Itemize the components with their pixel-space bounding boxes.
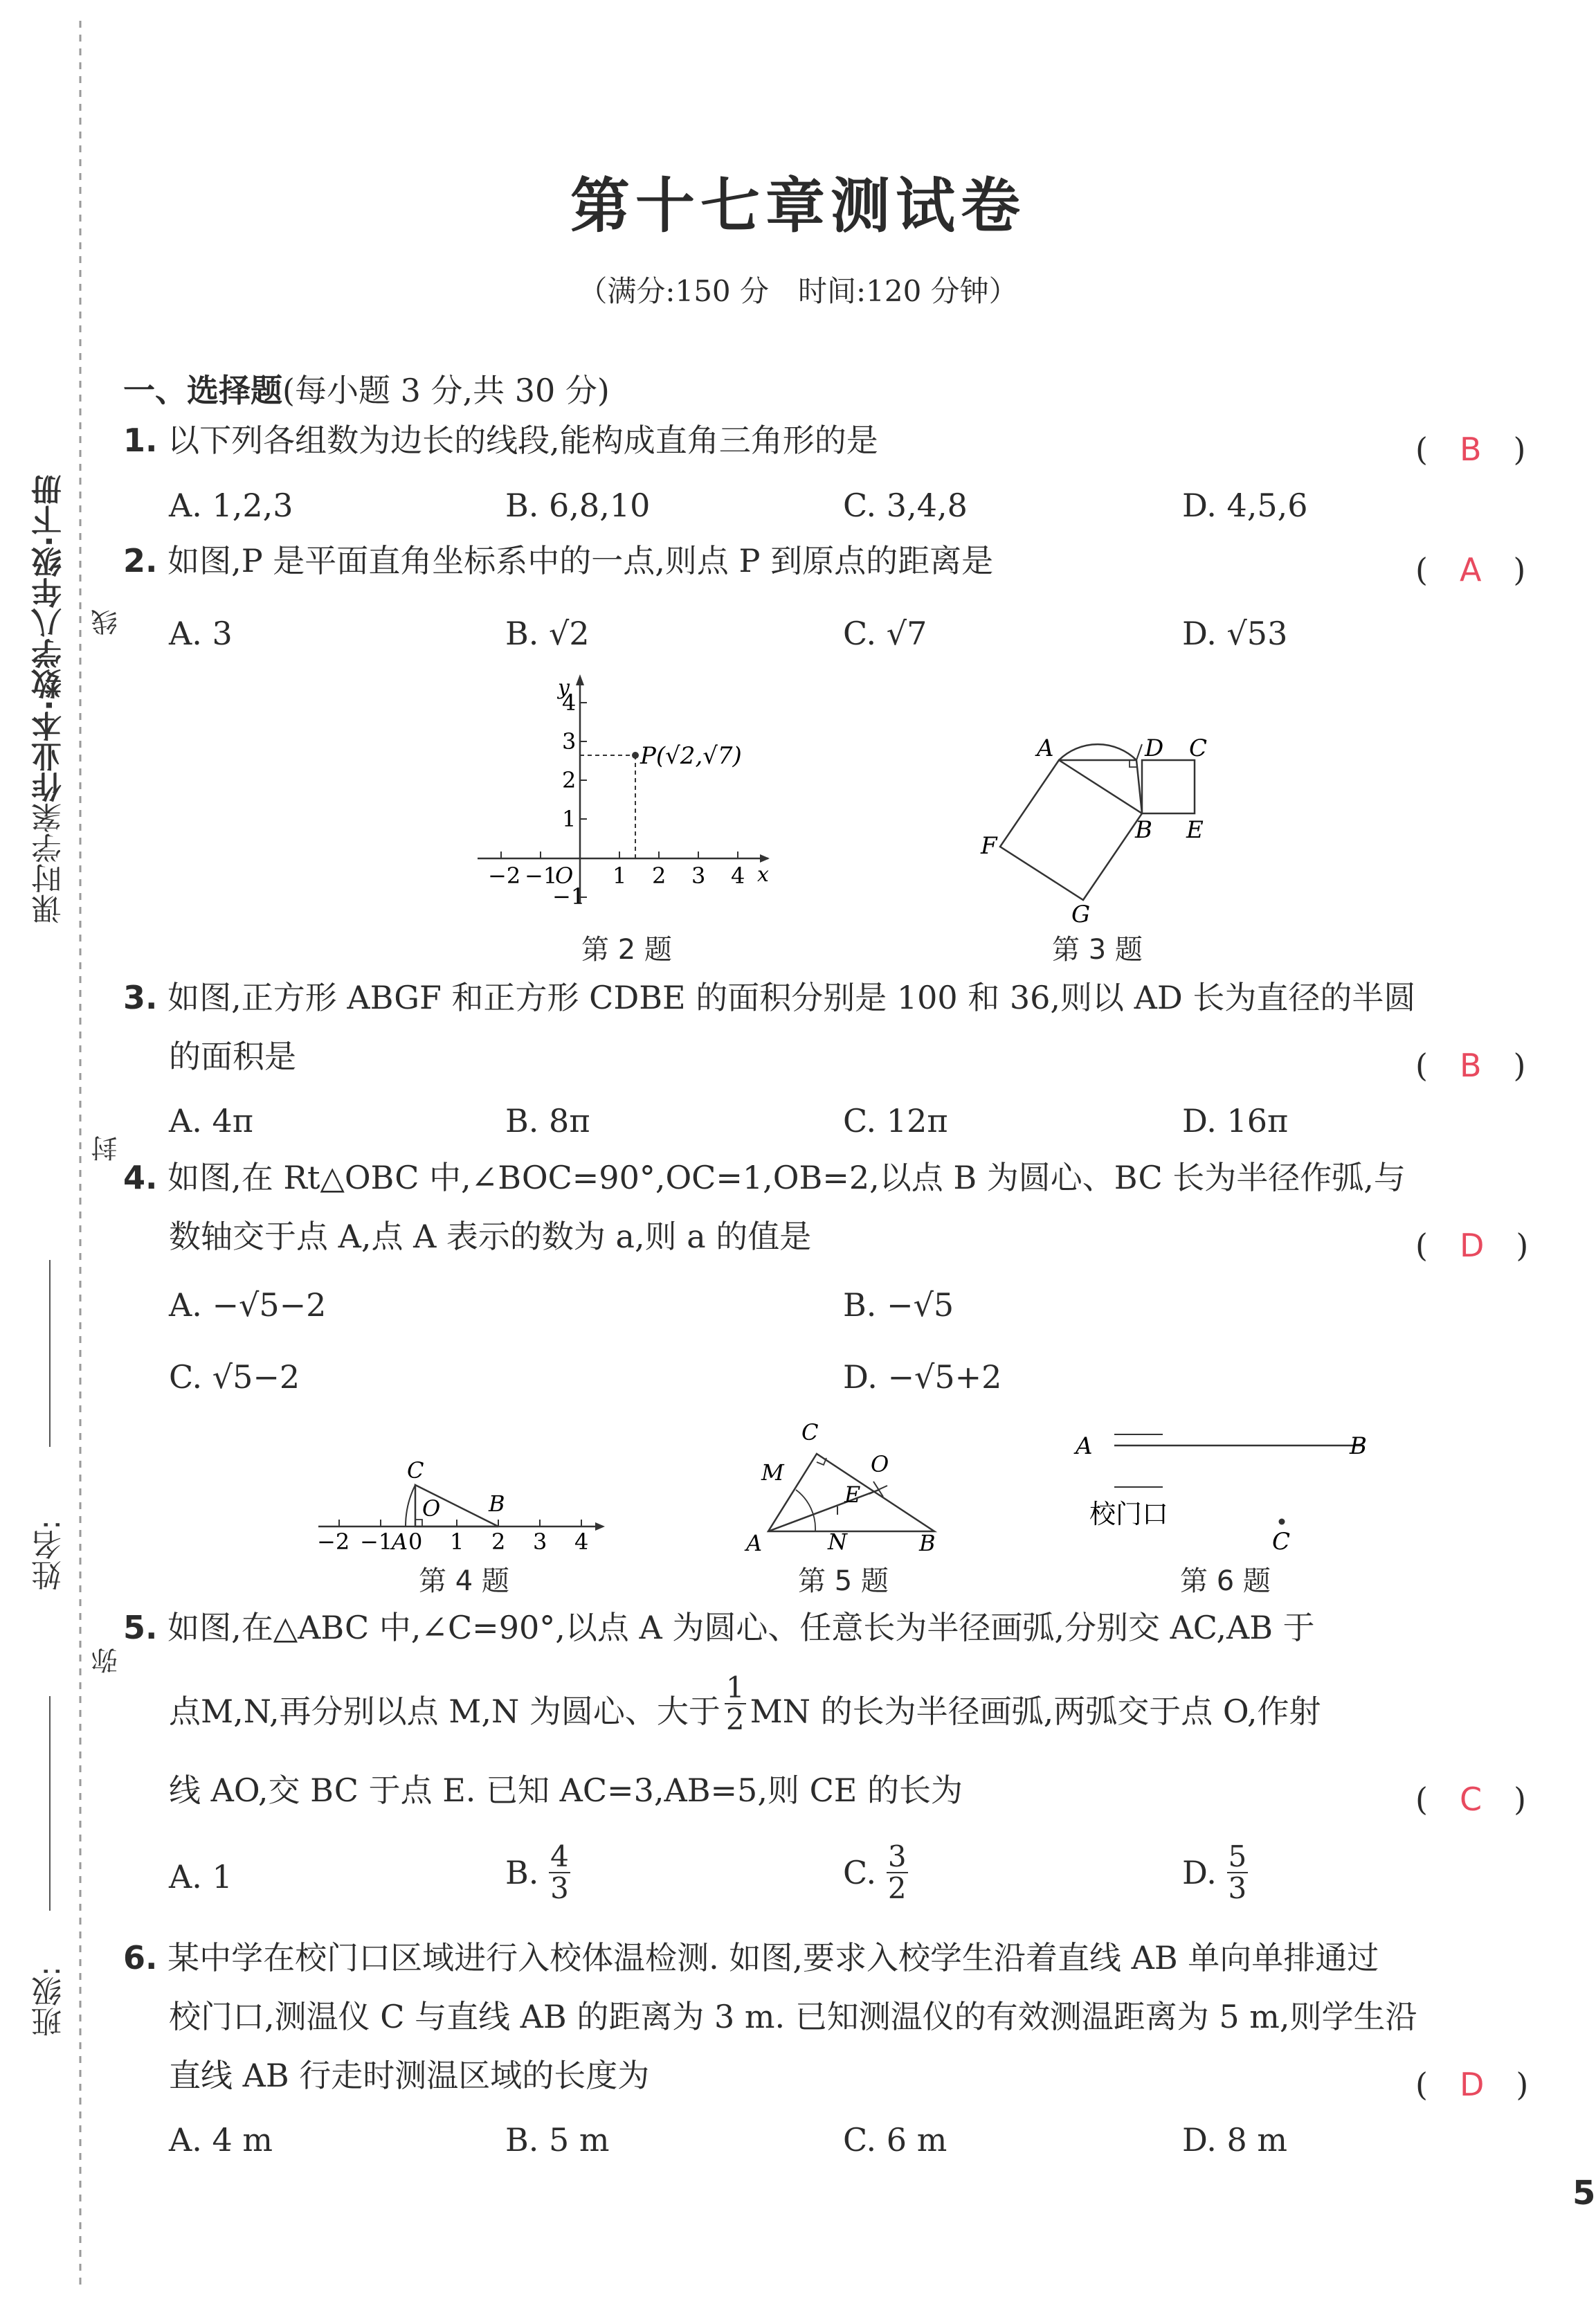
ray-ao [768,1490,879,1531]
class-label: 班级: [32,1966,67,2037]
q4-option-d: D. −√5+2 [843,1358,1002,1396]
label-e: E [1186,816,1204,844]
q3-option-b: B. 8π [505,1102,590,1140]
q2-option-c: C. √7 [843,615,927,652]
figure-2-coordinate-plane [471,665,789,955]
label-b: B [489,1490,505,1517]
figure-6-caption: 第 6 题 [1180,1565,1271,1597]
tick-1: 1 [450,1529,464,1551]
tick-neg2: −2 [317,1529,350,1551]
figure-5-caption: 第 5 题 [798,1565,889,1597]
point-p [632,752,639,759]
label-o: O [871,1451,889,1477]
answer-2: ( A ) [1415,551,1526,588]
q1-option-b: B. 6,8,10 [505,487,651,524]
book-title-vertical: 课时学案作业本·数学八年级·下册 [32,474,67,924]
figure-5-triangle [734,1412,962,1558]
answer-5: ( C ) [1415,1781,1527,1818]
label-c: C [1189,735,1208,762]
q5-option-c: C. $\frac{3}{2}$ [843,1839,907,1906]
q1-option-c: C. 3,4,8 [843,487,968,524]
question-5-line-1: 5. 如图,在△ABC 中,∠C=90°,以点 A 为圆心、任意长为半径画弧,分别交 AC,AB 于 [123,1609,1315,1646]
label-o: O [422,1495,441,1522]
question-6-line-3: 直线 AB 行走时测温区域的长度为 [169,2057,650,2094]
label-d: D [1145,735,1164,762]
question-6-line-2: 校门口,测温仪 C 与直线 AB 的距离为 3 m. 已知测温仪的有效测温距离为 5 m,则学生沿 [169,1998,1417,2035]
question-4-line-1: 4. 如图,在 Rt△OBC 中,∠BOC=90°,OC=1,OB=2,以点 B 为圆心、BC 长为半径作弧,与 [123,1159,1406,1196]
q6-option-b: B. 5 m [505,2121,610,2159]
q3-option-c: C. 12π [843,1102,948,1140]
question-1: 1. 以下列各组数为边长的线段,能构成直角三角形的是 [123,422,878,459]
tick-0: 0 [408,1529,423,1551]
name-label: 姓名: [32,1520,67,1591]
x-tick-neg1: −1 [525,863,558,889]
question-5-line-2: 点M,N,再分别以点 M,N 为圆心、大于 $\frac{1}{2}$ MN 的长为半径画弧,两弧交于点 O,作射 [169,1670,1321,1737]
label-a: A [1076,1432,1093,1460]
seal-mi: 弥 [91,1648,122,1674]
point-p-label: P(√2,√7) [640,742,742,770]
q3-option-a: A. 4π [169,1102,253,1140]
figure-3-squares [969,699,1218,928]
answer-4: ( D ) [1415,1227,1529,1264]
q2-option-a: A. 3 [169,615,233,652]
q4-option-b: B. −√5 [843,1286,954,1324]
point-c [1279,1519,1285,1525]
answer-1: ( B ) [1415,431,1526,468]
y-tick-4: 4 [562,690,577,716]
q6-option-a: A. 4 m [169,2121,273,2159]
y-tick-neg1: −1 [552,883,586,910]
label-f: F [981,832,997,860]
x-axis-label: x [757,863,769,887]
y-tick-3: 3 [562,728,577,755]
q6-option-d: D. 8 m [1182,2121,1287,2159]
answer-3: ( B ) [1415,1047,1526,1084]
section-title: 一、选择题 [123,372,282,409]
q5-option-d: D. $\frac{5}{3}$ [1182,1839,1247,1906]
q6-option-c: C. 6 m [843,2121,947,2159]
section-note: (每小题 3 分,共 30 分) [282,372,610,409]
label-n: N [828,1529,847,1555]
semicircle [1059,744,1136,760]
y-axis-label: y [558,676,570,700]
label-b: B [1350,1432,1367,1460]
label-a: A [746,1530,763,1556]
origin-label: O [555,863,574,889]
x-tick-1: 1 [613,863,627,889]
label-m: M [761,1459,784,1486]
x-tick-2: 2 [652,863,666,889]
q5-option-b: B. $\frac{4}{3}$ [505,1839,569,1906]
tick-neg1: −1 [360,1529,393,1551]
question-3-line-1: 3. 如图,正方形 ABGF 和正方形 CDBE 的面积分别是 100 和 36,则以 AD 长为直径的半圆 [123,979,1416,1016]
label-b: B [919,1530,936,1556]
question-6-line-1: 6. 某中学在校门口区域进行入校体温检测. 如图,要求入校学生沿着直线 AB 单向单排通过 [123,1939,1379,1976]
fraction-4-3: $\frac{4}{3}$ [550,1839,569,1906]
q4-option-a: A. −√5−2 [169,1286,327,1324]
figure-2-caption: 第 2 题 [581,934,672,966]
tick-a: A [392,1529,408,1551]
x-tick-4: 4 [731,863,745,889]
label-c: C [1272,1528,1291,1556]
q1-option-d: D. 4,5,6 [1182,487,1308,524]
fraction-one-half: $\frac{1}{2}$ [725,1670,745,1737]
fraction-5-3: $\frac{5}{3}$ [1228,1839,1247,1906]
fraction-3-2: $\frac{3}{2}$ [887,1839,907,1906]
label-a: A [1037,735,1054,762]
section-heading [123,366,610,411]
question-5-line-3: 线 AO,交 BC 于点 E. 已知 AC=3,AB=5,则 CE 的长为 [169,1772,963,1809]
figure-4-number-line [311,1447,616,1551]
label-e: E [844,1481,861,1508]
label-c: C [407,1457,424,1484]
gate-label: 校门口 [1089,1499,1169,1529]
tick-3: 3 [533,1529,547,1551]
seal-feng: 封 [91,1135,122,1162]
x-tick-neg2: −2 [488,863,521,889]
q4-option-c: C. √5−2 [169,1358,300,1396]
figure-4-caption: 第 4 题 [419,1565,509,1597]
page-subtitle: （满分:150 分 时间:120 分钟） [578,274,1018,308]
figure-3-caption: 第 3 题 [1052,934,1143,966]
answer-6: ( D ) [1415,2066,1529,2103]
seal-xian: 线 [91,609,122,636]
x-tick-3: 3 [691,863,706,889]
question-2: 2. 如图,P 是平面直角坐标系中的一点,则点 P 到原点的距离是 [123,542,994,579]
q5-option-a: A. 1 [169,1858,233,1895]
square-cdbe [1142,760,1195,813]
question-4-line-2: 数轴交于点 A,点 A 表示的数为 a,则 a 的值是 [169,1218,812,1255]
question-3-line-2: 的面积是 [169,1038,296,1075]
tick-2: 2 [491,1529,506,1551]
label-g: G [1071,901,1091,928]
label-c: C [801,1419,819,1445]
y-tick-2: 2 [562,767,577,793]
q2-option-b: B. √2 [505,615,590,652]
q3-option-d: D. 16π [1182,1102,1289,1140]
page-title: 第十七章测试卷 [570,171,1026,241]
tick-4: 4 [574,1529,589,1551]
q2-option-d: D. √53 [1182,615,1288,652]
figure-6-gate [1059,1419,1391,1558]
label-b: B [1135,816,1152,844]
q1-option-a: A. 1,2,3 [169,487,293,524]
square-abgf [1000,760,1142,900]
page-number: 5 [1572,2174,1596,2213]
y-tick-1: 1 [562,806,577,832]
